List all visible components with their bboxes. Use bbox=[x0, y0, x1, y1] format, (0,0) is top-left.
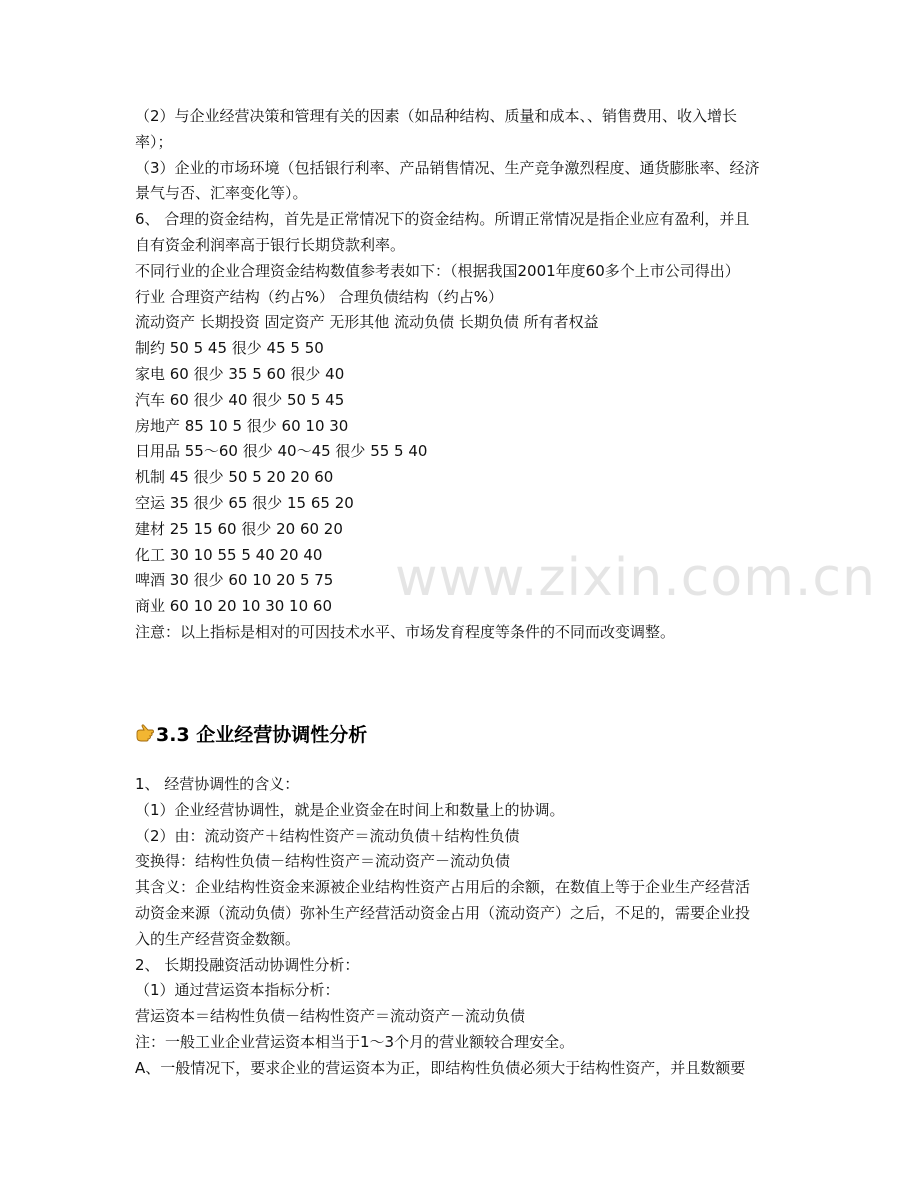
text-line: 自有资金利润率高于银行长期贷款利率。 bbox=[135, 235, 406, 254]
text-line: （2）与企业经营决策和管理有关的因素（如品种结构、质量和成本、、销售费用、收入增长 bbox=[135, 107, 738, 125]
table-row: 空运 35 很少 65 很少 15 65 20 bbox=[135, 493, 354, 512]
table-row: 汽车 60 很少 40 很少 50 5 45 bbox=[135, 390, 345, 409]
text-line: （1）企业经营协调性，就是企业资金在时间上和数量上的协调。 bbox=[135, 800, 565, 819]
text-line: （1）通过营运资本指标分析： bbox=[135, 981, 340, 1000]
section-heading-text: 3.3 企业经营协调性分析 bbox=[156, 723, 368, 746]
note-line: 注意：以上指标是相对的可因技术水平、市场发育程度等条件的不同而改变调整。 bbox=[135, 622, 676, 641]
text-line: 景气与否、汇率变化等）。 bbox=[135, 184, 308, 203]
table-row: 化工 30 10 55 5 40 20 40 bbox=[135, 545, 323, 564]
text-line: （3）企业的市场环境（包括银行利率、产品销售情况、生产竞争激烈程度、通货膨胀率、经济 bbox=[135, 158, 760, 177]
text-line: 变换得：结构性负债－结构性资产＝流动资产－流动负债 bbox=[135, 852, 511, 871]
table-row: 制约 50 5 45 很少 45 5 50 bbox=[135, 339, 324, 358]
table-row: 家电 60 很少 35 5 60 很少 40 bbox=[135, 364, 345, 383]
text-line: 不同行业的企业合理资金结构数值参考表如下：（根据我国2001年度60多个上市公司得出） bbox=[135, 261, 740, 280]
text-line: 注：一般工业企业营运资本相当于1～3个月的营业额较合理安全。 bbox=[135, 1032, 575, 1051]
document-body-top bbox=[135, 104, 790, 646]
section-heading bbox=[135, 718, 367, 748]
table-row: 建材 25 15 60 很少 20 60 20 bbox=[135, 519, 343, 538]
text-line: 入的生产经营资金数额。 bbox=[135, 929, 301, 948]
table-row: 商业 60 10 20 10 30 10 60 bbox=[135, 597, 332, 616]
table-row: 啤酒 30 很少 60 10 20 5 75 bbox=[135, 571, 334, 590]
pointing-hand-icon bbox=[135, 723, 155, 743]
table-row: 日用品 55～60 很少 40～45 很少 55 5 40 bbox=[135, 442, 428, 461]
table-header-line: 流动资产 长期投资 固定资产 无形其他 流动负债 长期负债 所有者权益 bbox=[135, 313, 599, 332]
text-line: 率）； bbox=[135, 132, 173, 151]
text-line: 营运资本＝结构性负债－结构性资产＝流动资产－流动负债 bbox=[135, 1007, 526, 1026]
top-lines bbox=[135, 104, 790, 646]
text-line: （2）由：流动资产＋结构性资产＝流动负债＋结构性负债 bbox=[135, 826, 520, 845]
text-line: 6、 合理的资金结构，首先是正常情况下的资金结构。所谓正常情况是指企业应有盈利，并且 bbox=[135, 210, 750, 229]
table-row: 房地产 85 10 5 很少 60 10 30 bbox=[135, 416, 349, 435]
watermark: www.zixin.com.cn bbox=[395, 548, 876, 608]
bottom-lines bbox=[135, 772, 790, 1082]
document-body-bottom bbox=[135, 772, 790, 1082]
text-line: A、一般情况下，要求企业的营运资本为正，即结构性负债必须大于结构性资产，并且数额要 bbox=[135, 1058, 746, 1077]
text-line: 动资金来源（流动负债）弥补生产经营活动资金占用（流动资产）之后，不足的，需要企业投 bbox=[135, 903, 751, 922]
table-row: 机制 45 很少 50 5 20 20 60 bbox=[135, 468, 334, 487]
table-header-line: 行业 合理资产结构（约占%） 合理负债结构（约占%） bbox=[135, 287, 504, 306]
text-line: 1、 经营协调性的含义： bbox=[135, 775, 300, 793]
text-line: 其含义：企业结构性资金来源被企业结构性资产占用后的余额，在数值上等于企业生产经营活 bbox=[135, 878, 751, 897]
text-line: 2、 长期投融资活动协调性分析： bbox=[135, 955, 360, 974]
